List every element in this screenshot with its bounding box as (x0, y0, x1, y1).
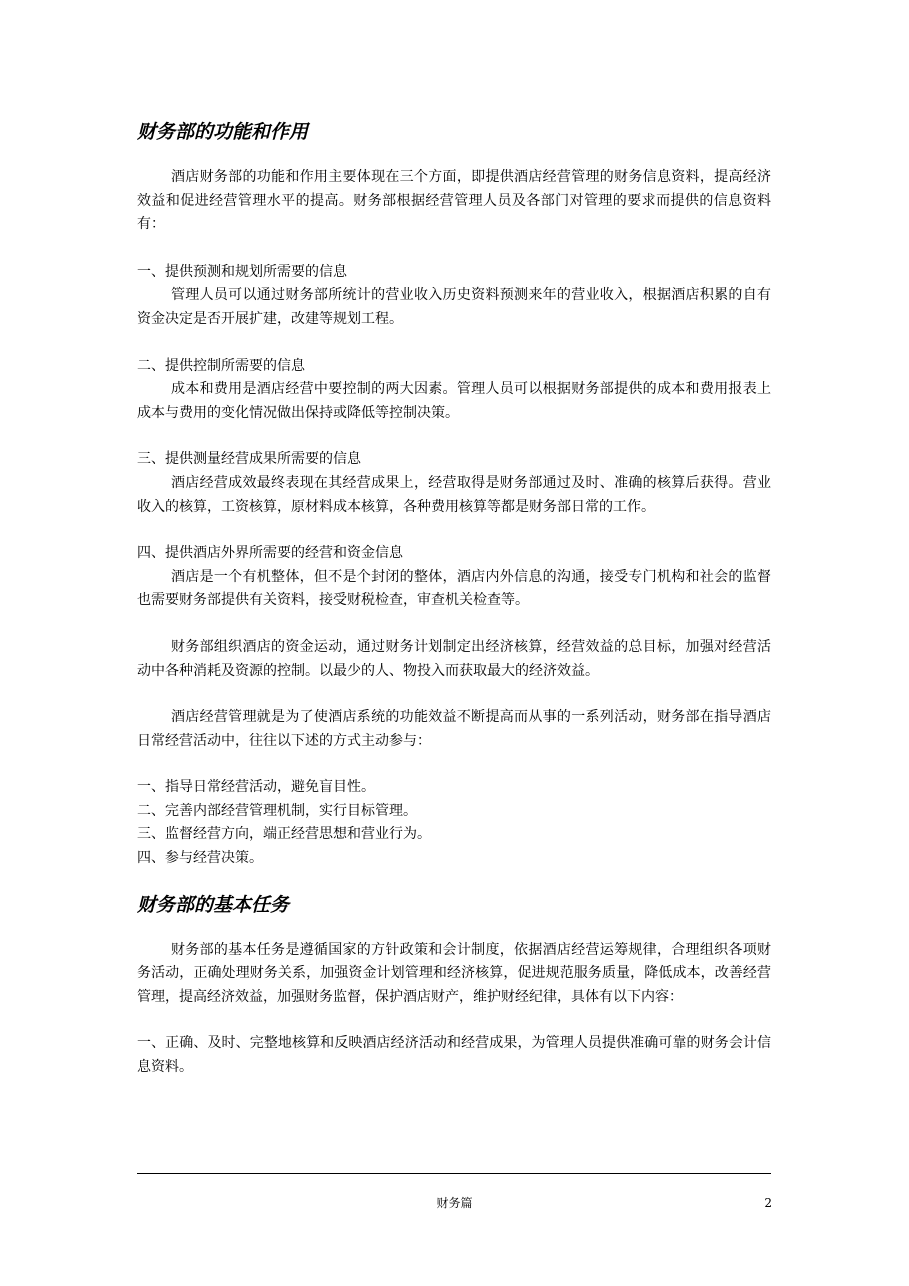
item-body-2: 成本和费用是酒店经营中要控制的两大因素。管理人员可以根据财务部提供的成本和费用报表上成本与费用的变化情况做出保持或降低等控制决策。 (137, 381, 771, 421)
paragraph-management: 酒店经营管理就是为了使酒店系统的功能效益不断提高而从事的一系列活动，财务部在指导酒店日常经营活动中，往往以下述的方式主动参与： (137, 709, 771, 749)
section-title-tasks: 财务部的基本任务 (137, 893, 290, 916)
list-item: 四、参与经营决策。 (137, 850, 263, 867)
item-body-4: 酒店是一个有机整体，但不是个封闭的整体，酒店内外信息的沟通，接受专门机构和社会的监督也需要财务部提供有关资料，接受财税检查，审查机关检查等。 (137, 568, 771, 609)
page-number: 2 (764, 1196, 772, 1210)
list-item: 一、指导日常经营活动，避免盲目性。 (137, 779, 375, 796)
item-heading-3: 三、提供测量经营成果所需要的信息 (137, 451, 361, 468)
item-heading-4: 四、提供酒店外界所需要的经营和资金信息 (137, 545, 403, 562)
footer-divider (137, 1173, 771, 1174)
paragraph-intro: 酒店财务部的功能和作用主要体现在三个方面，即提供酒店经营管理的财务信息资料，提高经济效益和促进经营管理水平的提高。财务部根据经营管理人员及各部门对管理的要求而提供的信息资料有： (137, 169, 771, 233)
document-page (137, 112, 771, 1080)
list-item: 三、监督经营方向，端正经营思想和营业行为。 (137, 826, 431, 843)
list-item: 二、完善内部经营管理机制，实行目标管理。 (137, 802, 417, 819)
section-title-functions: 财务部的功能和作用 (137, 121, 309, 143)
paragraph-organization: 财务部组织酒店的资金运动，通过财务计划制定出经济核算，经营效益的总目标，加强对经营活动中各种消耗及资源的控制。以最少的人、物投入而获取最大的经济效益。 (137, 638, 771, 679)
item-body-3: 酒店经营成效最终表现在其经营成果上，经营取得是财务部通过及时、准确的核算后获得。营业收入的核算，工资核算，原材料成本核算，各种费用核算等都是财务部日常的工作。 (137, 474, 771, 515)
item-heading-2: 二、提供控制所需要的信息 (137, 357, 305, 374)
item-heading-1: 一、提供预测和规划所需要的信息 (137, 263, 347, 280)
item-body-1: 管理人员可以通过财务部所统计的营业收入历史资料预测来年的营业收入，根据酒店积累的自有资金决定是否开展扩建，改建等规划工程。 (137, 287, 771, 327)
paragraph-tasks-intro: 财务部的基本任务是遵循国家的方针政策和会计制度，依据酒店经营运筹规律，合理组织各项财务活动，正确处理财务关系，加强资金计划管理和经济核算，促进规范服务质量，降低成本，改善经营管理，提高经济效益，加强财务监督，保护酒店财产，维护财经纪律，具体有以下内容： (137, 941, 771, 1005)
task-item-1: 一、正确、及时、完整地核算和反映酒店经济活动和经营成果，为管理人员提供准确可靠的财务会计信息资料。 (137, 1035, 771, 1076)
footer-title: 财务篇 (436, 1196, 473, 1210)
